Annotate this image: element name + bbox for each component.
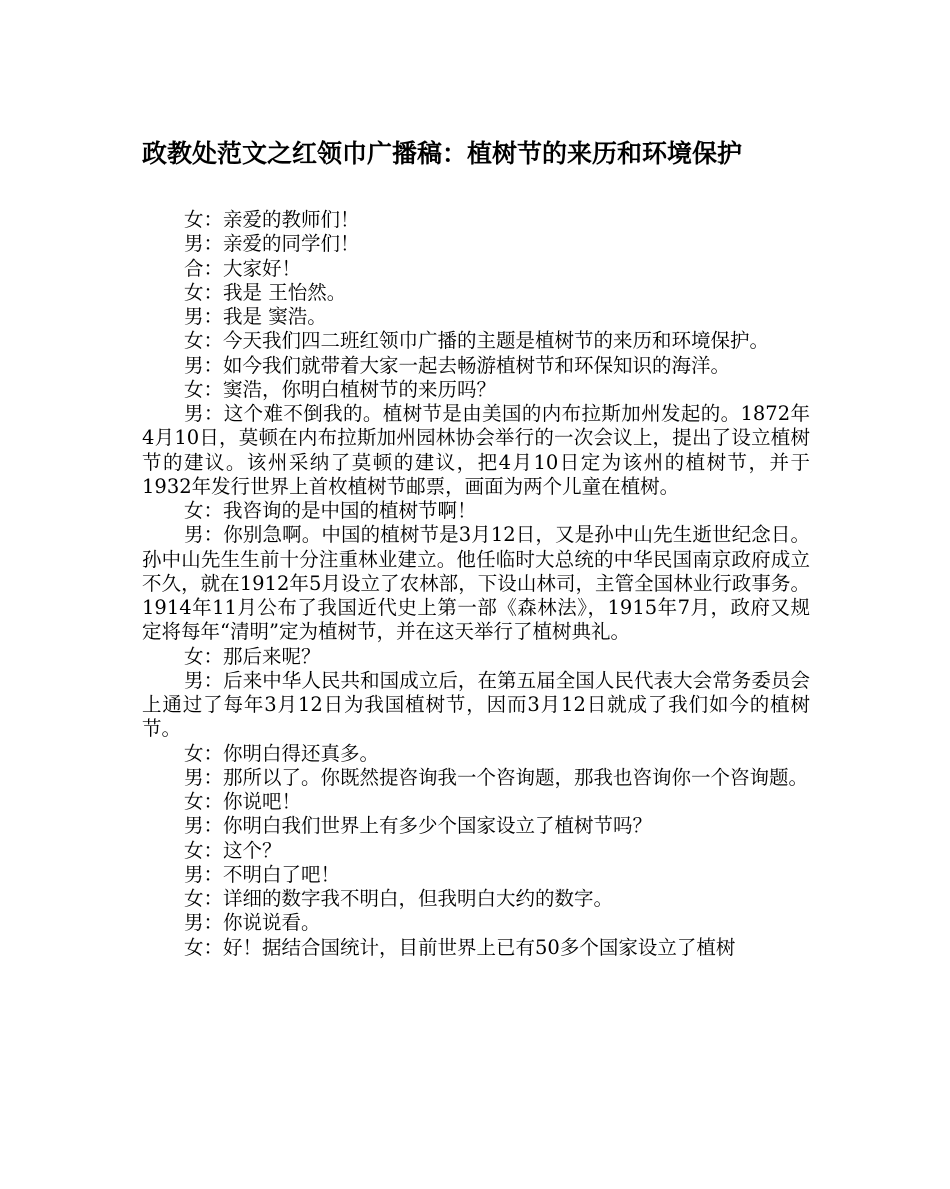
dialogue-paragraph: 男：你说说看。 (184, 911, 321, 935)
dialogue-paragraph: 男：你别急啊。中国的植树节是3月12日，又是孙中山先生逝世纪念日。孙中山先生生前十分注重林业建立。他任临时大总统的中华民国南京政府成立不久，就在1912年5月设立了农林部，下设山林司，主管全国林业行政事务。1914年11月公布了我国近代史上第一部《森林法》，1915年7月，政府又规定将每年“清明”定为植树节，并在这天举行了植树典礼。 (142, 523, 810, 644)
dialogue-paragraph: 男：这个难不倒我的。植树节是由美国的内布拉斯加州发起的。1872年4月10日，莫顿在内布拉斯加州园林协会举行的一次会议上，提出了设立植树节的建议。该州采纳了莫顿的建议，把4月10日定为该州的植树节，并于1932年发行世界上首枚植树节邮票，画面为两个儿童在植树。 (142, 402, 810, 498)
dialogue-paragraph: 女：详细的数字我不明白，但我明白大约的数字。 (184, 887, 614, 910)
dialogue-paragraph: 女：我是 王怡然。 (184, 280, 347, 304)
dialogue-paragraph: 男：我是 窦浩。 (184, 305, 327, 328)
dialogue-paragraph: 女：你说吧！ (184, 790, 302, 813)
dialogue-paragraph: 合：大家好！ (184, 256, 302, 280)
dialogue-paragraph: 女：亲爱的教师们！ (184, 208, 360, 231)
dialogue-paragraph: 男：亲爱的同学们！ (184, 232, 360, 256)
dialogue-paragraph: 男：后来中华人民共和国成立后，在第五届全国人民代表大会常务委员会上通过了每年3月12日为我国植树节，因而3月12日就成了我们如今的植树节。 (142, 668, 810, 741)
dialogue-paragraph: 男：你明白我们世界上有多少个国家设立了植树节吗？ (184, 814, 653, 838)
dialogue-paragraph: 女：我咨询的是中国的植树节啊！ (184, 499, 477, 522)
document-title: 政教处范文之红领巾广播稿：植树节的来历和环境保护 (142, 139, 743, 168)
dialogue-paragraph: 男：不明白了吧！ (184, 862, 341, 886)
dialogue-paragraph: 女：那后来呢？ (184, 644, 321, 668)
dialogue-paragraph: 女：你明白得还真多。 (184, 741, 380, 765)
dialogue-paragraph: 男：那所以了。你既然提咨询我一个咨询题，那我也咨询你一个咨询题。 (184, 765, 809, 789)
dialogue-paragraph: 男：如今我们就带着大家一起去畅游植树节和环保知识的海洋。 (184, 353, 731, 377)
document-body (142, 208, 810, 960)
dialogue-paragraph: 女：这个？ (184, 838, 282, 862)
dialogue-paragraph: 女：今天我们四二班红领巾广播的主题是植树节的来历和环境保护。 (184, 329, 770, 353)
dialogue-paragraph: 女：窦浩，你明白植树节的来历吗？ (184, 377, 497, 401)
dialogue-paragraph: 女：好！据结合国统计，目前世界上已有50多个国家设立了植树 (184, 935, 736, 959)
